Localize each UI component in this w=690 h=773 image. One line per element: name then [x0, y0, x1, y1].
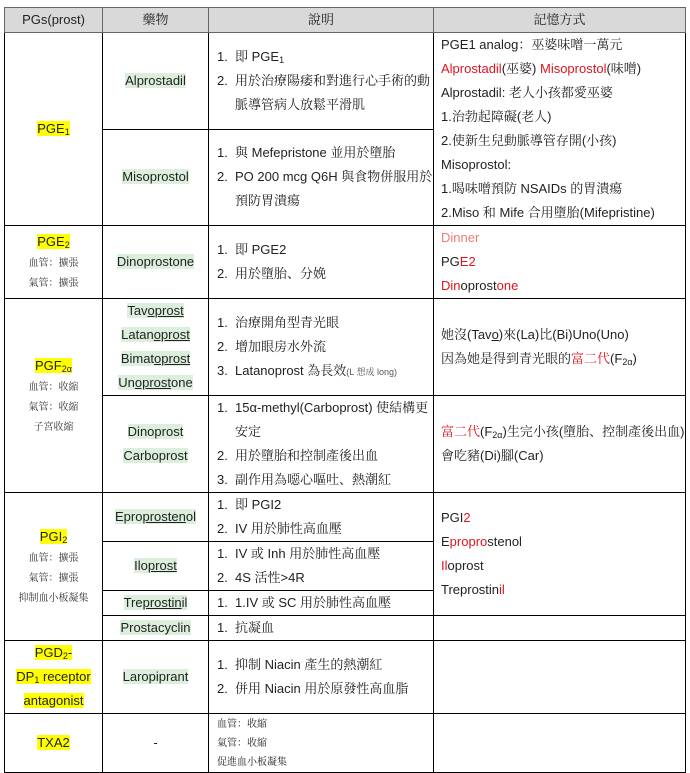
description-item — [217, 542, 433, 566]
text-segment: 1.喝味噌預防 NSAIDs 的胃潰瘍 — [441, 181, 623, 196]
description-cell — [209, 616, 434, 641]
underlined-segment: oprost — [147, 303, 184, 318]
text-segment: Misoprostol: — [441, 157, 512, 172]
description-cell — [209, 542, 434, 591]
text-segment: PGF — [35, 357, 62, 373]
drug-name — [118, 375, 192, 390]
text-segment: PO 200 mcg Q6H 與食物併服用於預防胃潰瘍 — [235, 169, 433, 209]
text-segment: PGI — [441, 510, 464, 525]
text-segment: 1.IV 或 SC 用於肺性高血壓 — [235, 595, 392, 610]
drug-name — [123, 669, 189, 684]
highlight-segment: Misoprostol — [539, 61, 607, 76]
drug-name-line — [103, 505, 208, 529]
memory-line — [441, 153, 685, 177]
item-number: 2. — [217, 338, 228, 354]
text-segment: 1.治勃起障礙(老人) — [441, 109, 552, 124]
text-segment: Latanoprost 為長效 — [235, 362, 347, 378]
class-note: 子宮收縮 — [33, 421, 74, 433]
description-item — [217, 396, 433, 444]
text-segment: Prostacyclin — [120, 620, 191, 635]
memory-line — [441, 554, 685, 578]
drug-cell — [103, 33, 209, 130]
drug-name-line — [103, 444, 208, 468]
memory-line — [441, 250, 685, 274]
subscript: 1 — [34, 675, 40, 685]
drug-cell — [103, 129, 209, 226]
drug-name — [123, 448, 187, 463]
text-segment: receptor — [39, 669, 91, 684]
memory-cell — [434, 616, 686, 641]
text-segment: (味噌) — [606, 61, 642, 76]
header-description: 說明 — [209, 8, 434, 33]
drug-name — [120, 620, 190, 635]
memory-cell — [434, 226, 686, 299]
item-number: 1. — [217, 546, 228, 561]
item-number: 2. — [217, 448, 228, 463]
text-segment: 治療開角型青光眼 — [235, 314, 340, 330]
text-segment: PGD — [34, 645, 63, 660]
subscript: 2 — [62, 534, 68, 545]
text-segment: 即 PGE2 — [235, 242, 287, 257]
underlined-segment: oprost — [154, 351, 191, 366]
text-segment: Misoprostol — [122, 169, 189, 185]
text-segment: Latan — [121, 327, 154, 342]
text-segment: IV 用於肺性高血壓 — [235, 521, 342, 536]
text-segment: il — [181, 595, 188, 610]
description-item — [217, 335, 433, 359]
drug-name — [134, 558, 177, 573]
item-number: 2. — [217, 72, 228, 88]
memory-line — [441, 578, 685, 602]
description-item — [217, 311, 433, 335]
description-list — [217, 591, 433, 615]
class-name — [40, 529, 67, 544]
text-segment: PGE — [37, 234, 65, 249]
class-name — [37, 735, 70, 750]
drug-cell — [103, 714, 209, 773]
description-cell — [209, 226, 434, 299]
class-note: 氣管：收縮 — [28, 401, 79, 413]
description-cell — [209, 714, 434, 773]
memory-line — [441, 129, 685, 153]
description-line: 促進血小板凝集 — [217, 756, 287, 768]
text-segment: 4S 活性>4R — [235, 570, 305, 585]
class-name-line — [5, 641, 102, 665]
description-item — [217, 566, 433, 590]
memory-cell — [434, 493, 686, 616]
class-name-line — [5, 665, 102, 689]
item-number: 1. — [217, 242, 228, 257]
text-segment: Epro — [115, 509, 143, 524]
description-list — [217, 141, 433, 213]
drug-cell — [103, 299, 209, 396]
text-segment: (F — [610, 351, 623, 366]
header-drug: 藥物 — [103, 8, 209, 33]
item-number: 1. — [217, 314, 228, 330]
drug-name — [121, 351, 190, 366]
drug-cell — [103, 493, 209, 542]
underlined-segment: prost — [147, 558, 177, 573]
item-number: 3. — [217, 472, 228, 487]
class-name-wrap — [5, 525, 102, 549]
text-segment: antagonist — [23, 693, 84, 708]
highlight-segment: E2 — [459, 254, 476, 269]
underlined-segment: prostin — [142, 595, 182, 610]
drug-name-line — [103, 250, 208, 274]
description-cell — [209, 396, 434, 493]
drug-cell — [103, 542, 209, 591]
subscript: 2 — [64, 240, 70, 250]
text-segment: oprost — [447, 558, 484, 573]
description-item — [217, 165, 433, 213]
drug-name — [115, 509, 196, 524]
header-row — [5, 8, 686, 33]
highlight-segment: Il — [441, 558, 448, 573]
text-segment: PGE — [37, 121, 65, 136]
drug-name-line — [103, 323, 208, 347]
text-segment: - — [153, 735, 158, 750]
memory-cell — [434, 299, 686, 396]
class-name — [37, 121, 69, 136]
item-number: 2. — [217, 681, 228, 696]
memory-line — [441, 177, 685, 201]
text-segment: Alprostadil — [125, 72, 186, 88]
description-item — [217, 591, 433, 615]
class-name-wrap — [5, 731, 102, 755]
highlight-segment: 富二代 — [571, 351, 611, 366]
item-number: 1. — [217, 595, 228, 610]
description-list — [217, 238, 433, 286]
description-cell — [209, 33, 434, 130]
description-item — [217, 359, 433, 384]
class-name-wrap — [5, 230, 102, 254]
text-segment: Dinoprost — [127, 424, 184, 439]
text-segment: PG — [441, 254, 460, 269]
description-list — [217, 45, 433, 117]
description-item — [217, 517, 433, 541]
header-memory: 記憶方式 — [434, 8, 686, 33]
description-line: 血管：收縮 — [217, 718, 267, 730]
table-row — [5, 33, 686, 130]
text-segment: 與 Mefepristone 並用於墮胎 — [235, 145, 396, 161]
text-segment: 用於治療陽痿和對進行心手術的動脈導管病人放鬆平滑肌 — [235, 72, 431, 112]
description-list — [217, 396, 433, 492]
text-segment: Tre — [123, 595, 143, 610]
class-note: 抑制血小板凝集 — [18, 592, 89, 604]
text-segment: stenol — [487, 534, 522, 549]
class-note: 血管：擴張 — [28, 552, 79, 564]
memory-cell — [434, 33, 686, 226]
item-number: 2. — [217, 169, 228, 185]
memory-line — [441, 323, 685, 347]
subscript: 2α — [622, 357, 633, 367]
description-cell — [209, 591, 434, 616]
underlined-segment: prosten — [142, 509, 186, 524]
text-segment: (F — [480, 424, 493, 439]
text-segment: 15α-methyl(Carboprost) 使結構更安定 — [235, 400, 429, 439]
description-cell — [209, 493, 434, 542]
drug-cell — [103, 616, 209, 641]
description-cell — [209, 129, 434, 226]
text-segment: Carboprost — [123, 448, 188, 463]
drug-name — [125, 73, 186, 88]
class-name-line — [5, 689, 102, 713]
text-segment: Alprostadil: 老人小孩都愛巫婆 — [441, 85, 613, 100]
class-note: 氣管：擴張 — [28, 572, 79, 584]
drug-cell — [103, 226, 209, 299]
table-row — [5, 714, 686, 773]
class-name — [16, 669, 90, 684]
drug-name-line — [103, 69, 208, 93]
text-segment: 用於墮胎和控制產後出血 — [235, 448, 379, 463]
text-segment: one — [171, 375, 193, 390]
underlined-segment: o — [491, 327, 499, 342]
drug-name-line — [103, 554, 208, 578]
text-segment: ol — [185, 509, 196, 524]
drug-name-line — [103, 371, 208, 395]
drug-name-line — [103, 420, 208, 444]
prostaglandin-table — [4, 7, 686, 773]
highlight-segment: il — [499, 582, 505, 597]
highlight-segment: one — [496, 278, 519, 293]
small-note: (L 想成 long) — [346, 366, 397, 377]
item-number: 3. — [217, 362, 228, 378]
description-line: 氣管：收縮 — [217, 737, 267, 749]
memory-line — [441, 506, 685, 530]
memory-line — [441, 347, 685, 371]
text-segment: 2.Miso 和 Mife 合用墮胎(Mifepristine) — [441, 205, 655, 220]
class-name-wrap — [5, 117, 102, 141]
text-segment: Ilo — [134, 558, 148, 573]
table-row — [5, 493, 686, 542]
description-list — [217, 493, 433, 541]
memory-line — [441, 226, 685, 250]
item-number: 1. — [217, 620, 228, 635]
drug-name — [124, 595, 188, 610]
description-item — [217, 238, 433, 262]
memory-cell — [434, 396, 686, 493]
subscript: 1 — [279, 54, 285, 65]
underlined-segment: oprost — [134, 375, 172, 390]
item-number: 1. — [217, 497, 228, 512]
text-segment: 抗凝血 — [235, 620, 275, 635]
class-note: 血管：擴張 — [28, 258, 79, 269]
text-segment: 即 PGI2 — [235, 497, 282, 512]
drug-cell — [103, 641, 209, 714]
text-segment: - — [67, 645, 73, 660]
text-segment: Tav — [127, 303, 148, 318]
text-segment: 抑制 Niacin 產生的熱潮紅 — [235, 657, 383, 672]
text-segment: 她沒(Tav — [441, 327, 492, 342]
memory-cell — [434, 714, 686, 773]
text-segment: E — [441, 534, 450, 549]
text-segment: 增加眼房水外流 — [235, 338, 327, 354]
class-cell — [5, 299, 103, 493]
description-item — [217, 677, 433, 701]
drug-name — [127, 303, 183, 318]
description-item — [217, 468, 433, 492]
memory-line — [441, 274, 685, 298]
item-number: 1. — [217, 145, 228, 161]
description-list — [217, 616, 433, 640]
class-name — [24, 693, 84, 708]
drug-name-line — [103, 165, 208, 189]
text-segment: 用於墮胎、分娩 — [235, 266, 327, 281]
table-row — [5, 226, 686, 299]
text-segment: TXA2 — [37, 735, 70, 750]
class-cell — [5, 33, 103, 226]
subscript: 1 — [64, 127, 70, 137]
table-row — [5, 616, 686, 641]
text-segment: Dinoprostone — [116, 254, 195, 269]
text-segment: (巫婆) — [501, 61, 540, 76]
text-segment: Laropiprant — [122, 669, 189, 684]
description-item — [217, 262, 433, 286]
table-row — [5, 299, 686, 396]
drug-name — [122, 169, 188, 184]
subscript: 2α — [61, 363, 72, 374]
description-item — [217, 653, 433, 677]
class-cell — [5, 493, 103, 641]
text-segment: PGE1 analog：巫婆味噌一萬元 — [441, 37, 623, 52]
drug-name-line — [103, 665, 208, 689]
drug-name-line — [103, 299, 208, 323]
memory-line — [441, 530, 685, 554]
text-segment: Bimat — [120, 351, 155, 366]
text-segment: )生完小孩(墮胎、控制產後出血)會吃豬(Di)腳(Car) — [441, 424, 685, 463]
drug-cell — [103, 591, 209, 616]
item-number: 2. — [217, 266, 228, 281]
description-item — [217, 616, 433, 640]
text-segment: oprost — [460, 278, 497, 293]
text-segment: 併用 Niacin 用於原發性高血脂 — [235, 681, 409, 696]
text-segment: Treprostin — [441, 582, 500, 597]
class-name — [35, 358, 72, 373]
item-number: 2. — [217, 570, 228, 585]
memory-line — [441, 201, 685, 225]
table-row — [5, 396, 686, 493]
highlight-segment: Dinner — [441, 230, 480, 245]
header-pgs: PGs(prost) — [5, 8, 103, 33]
drug-name — [153, 735, 157, 750]
description-item — [217, 45, 433, 69]
description-item — [217, 493, 433, 517]
highlight-segment: propro — [449, 534, 488, 549]
item-number: 1. — [217, 400, 228, 415]
memory-line — [441, 81, 685, 105]
class-cell — [5, 641, 103, 714]
description-item — [217, 69, 433, 117]
drug-name-line — [103, 347, 208, 371]
text-segment: 因為她是得到青光眼的 — [441, 351, 572, 366]
highlight-segment: Din — [441, 278, 461, 293]
highlight-segment: 富二代 — [441, 424, 481, 439]
description-item — [217, 141, 433, 165]
class-cell — [5, 714, 103, 773]
text-segment: 即 PGE — [235, 48, 280, 64]
text-segment: ) — [632, 351, 637, 366]
text-segment: )來(La)比(Bi)Uno(Uno) — [498, 327, 629, 342]
description-list — [217, 653, 433, 701]
highlight-segment: Alprostadil — [441, 61, 502, 76]
memory-line — [441, 420, 685, 468]
text-segment: 副作用為噁心嘔吐、熱潮紅 — [235, 472, 392, 487]
class-cell — [5, 226, 103, 299]
text-segment: IV 或 Inh 用於肺性高血壓 — [235, 546, 381, 561]
table-row — [5, 641, 686, 714]
description-list — [217, 311, 433, 384]
memory-line — [441, 57, 685, 81]
drug-name — [117, 254, 194, 269]
text-segment: 2.使新生兒動脈導管存開(小孩) — [441, 133, 617, 148]
memory-line — [441, 33, 685, 57]
drug-cell — [103, 396, 209, 493]
class-note: 氣管：擴張 — [28, 278, 79, 289]
drug-name — [128, 424, 184, 439]
drug-name-line — [103, 591, 208, 615]
text-segment: DP — [16, 669, 35, 684]
memory-line — [441, 105, 685, 129]
item-number: 1. — [217, 48, 228, 64]
subscript: 2 — [62, 651, 68, 661]
description-cell — [209, 641, 434, 714]
underlined-segment: oprost — [153, 327, 190, 342]
description-item — [217, 444, 433, 468]
memory-cell — [434, 641, 686, 714]
class-name-wrap — [5, 354, 102, 378]
drug-name-line — [103, 616, 208, 640]
item-number: 2. — [217, 521, 228, 536]
class-name — [35, 645, 73, 660]
text-segment: Un — [118, 375, 135, 390]
drug-name-line — [103, 731, 208, 755]
drug-name — [121, 327, 190, 342]
class-name — [37, 234, 69, 249]
description-cell — [209, 299, 434, 396]
class-note: 血管：收縮 — [28, 381, 79, 393]
item-number: 1. — [217, 657, 228, 672]
description-list — [217, 542, 433, 590]
highlight-segment: 2 — [463, 510, 471, 525]
text-segment: PGI — [39, 528, 63, 544]
subscript: 2α — [492, 430, 503, 440]
